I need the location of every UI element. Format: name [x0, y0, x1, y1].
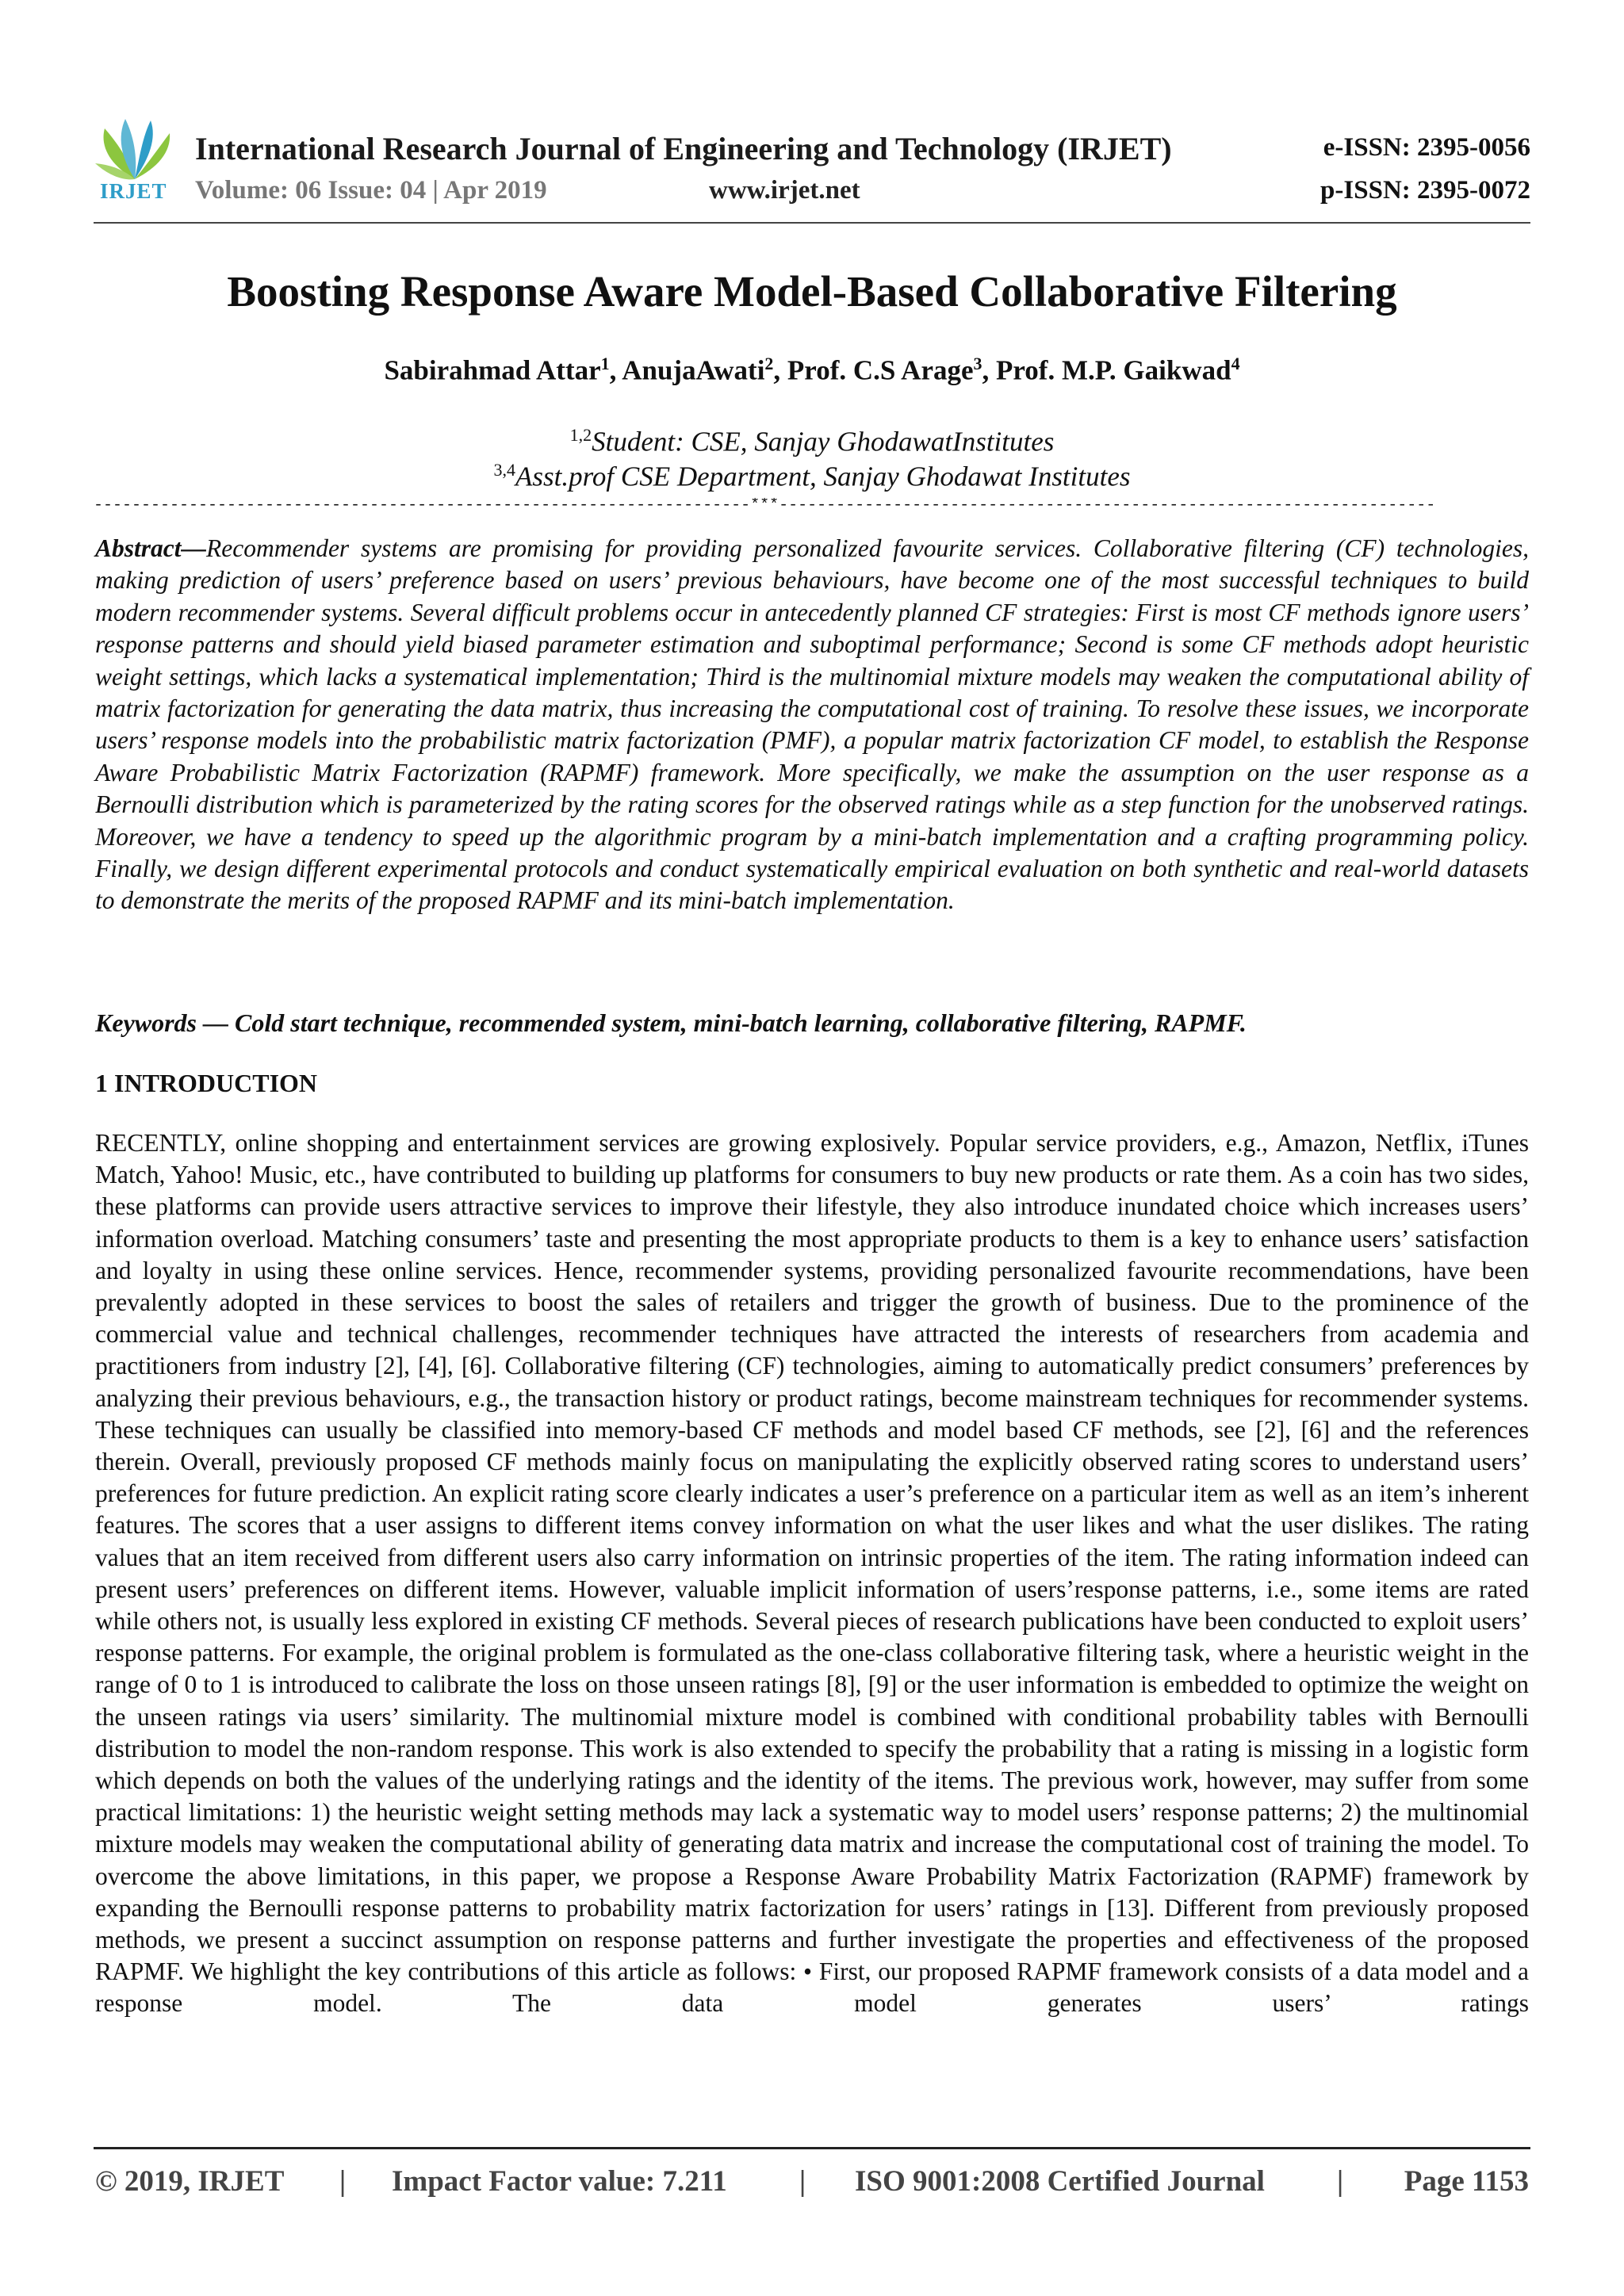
journal-website-link[interactable]: www.irjet.net — [709, 176, 860, 205]
abstract-label: Abstract— — [95, 534, 207, 562]
footer-impact-factor: Impact Factor value: 7.211 — [392, 2165, 727, 2198]
abstract-text: Recommender systems are promising for providing personalized favourite services. Collaborative filtering (CF) technologies, making prediction of users’ preference based on users’ previous behaviours, have become one of the most successful techniques to build modern recommender systems. Several difficult problems occur in antecedently planned CF strategies: First is most CF methods ignore users’ response patterns and should yield biased parameter estimation and suboptimal performance; Second is some CF methods adopt heuristic weight settings, which lacks a systematical implementation; Third is the multinomial mixture models may weaken the computational ability of matrix factorization for generating the data matrix, thus increasing the computational cost of training. To resolve these issues, we incorporate users’ response models into the probabilistic matrix factorization (PMF), a popular matrix factorization CF model, to establish the Response Aware Probabilistic Matrix Factorization (RAPMF) framework. More specifically, we make the assumption on the user response as a Bernoulli distribution which is parameterized by the rating scores for the observed ratings while as a step function for the unobserved ratings. Moreover, we have a tendency to speed up the algorithmic program by a mini-batch implementation and a crafting programming policy. Finally, we design different experimental protocols and conduct systematically empirical evaluation on both synthetic and real-world datasets to demonstrate the merits of the proposed RAPMF and its mini-batch implementation. — [95, 534, 1529, 915]
affiliation-mark: 3,4 — [493, 460, 515, 480]
affiliation-2 — [94, 460, 1530, 493]
footer-page-number: Page 1153 — [1404, 2165, 1529, 2198]
affiliation-1 — [94, 425, 1530, 458]
affiliation-mark: 1,2 — [569, 425, 592, 445]
affiliation-text: Asst.prof CSE Department, Sanjay Ghodawat Institutes — [515, 461, 1131, 492]
footer-separator: | — [1337, 2165, 1344, 2198]
e-issn: e-ISSN: 2395-0056 — [1323, 133, 1530, 162]
logo-text: IRJET — [100, 179, 167, 203]
keywords: Keywords — Cold start technique, recommended system, mini-batch learning, collaborative filtering, RAPMF. — [95, 1008, 1247, 1037]
introduction-body: RECENTLY, online shopping and entertainment services are growing explosively. Popular service providers, e.g., Amazon, Netflix, iTunes Match, Yahoo! Music, etc., have contributed to building up platforms for consumers to buy new products or rate them. As a coin has two sides, these platforms can provide users attractive services to improve their lifestyle, they also introduce inundated choice which increases users’ information overload. Matching consumers’ taste and presenting the most appropriate products to them is a key to enhance users’ satisfaction and loyalty in using these online services. Hence, recommender systems, providing personalized favourite recommendations, have been prevalently adopted in these services to boost the sales of retailers and trigger the growth of business. Due to the prominence of the commercial value and technical challenges, recommender techniques have attracted the interests of researchers from academia and practitioners from industry [2], [4], [6]. Collaborative filtering (CF) technologies, aiming to automatically predict consumers’ preferences by analyzing their previous behaviours, e.g., the transaction history or product ratings, become mainstream techniques for recommender systems. These techniques can usually be classified into memory-based CF methods and model based CF methods, see [2], [6] and the references therein. Overall, previously proposed CF methods mainly focus on manipulating the explicitly observed rating scores to understand users’ preferences for future prediction. An explicit rating score clearly indicates a user’s preference on a particular item as well as an item’s inherent features. The scores that a user assigns to different items convey information on what the user likes and what the user dislikes. The rating values that an item received from different users also carry information on intrinsic properties of the item. The rating information indeed can present users’ preferences on different items. However, valuable implicit information of users’response patterns, i.e., some items are rated while others not, is usually less explored in existing CF methods. Several pieces of research publications have been conducted to exploit users’ response patterns. For example, the original problem is formulated as the one-class collaborative filtering task, where a heuristic weight in the range of 0 to 1 is introduced to calibrate the loss on those unseen ratings [8], [9] or the user information is embedded to optimize the weight on the unseen ratings via users’ similarity. The multinomial mixture model is combined with conditional probability tables with Bernoulli distribution to model the non-random response. This work is also extended to specify the probability that a rating is missing in a logistic form which depends on both the values of the underlying ratings and the identity of the items. The previous work, however, may suffer from some practical limitations: 1) the heuristic weight setting methods may lack a systematic way to model users’ response patterns; 2) the multinomial mixture models may weaken the computational ability of generating data matrix and increase the computational cost of training the model. To overcome the above limitations, in this paper, we propose a Response Aware Probability Matrix Factorization (RAPMF) framework by expanding the Bernoulli response patterns to probability matrix factorization for users’ ratings in [13]. Different from previously proposed methods, we present a succinct assumption on response patterns and further investigate the properties and effectiveness of the proposed RAPMF. We highlight the key contributions of this article as follows: • First, our proposed RAPMF framework consists of a data model and a response model. The data model generates users’ ratings — [95, 1129, 1529, 2018]
irjet-logo-leaves-icon — [94, 117, 176, 181]
footer-separator: | — [339, 2165, 347, 2198]
footer-copyright: © 2019, IRJET — [95, 2165, 285, 2198]
section-divider: ---------------------------------------------------------------------***--------------------------------------------------------------------- — [94, 498, 1436, 514]
author-affiliation-mark: 4 — [1231, 354, 1240, 373]
abstract — [95, 533, 1529, 917]
volume-issue: Volume: 06 Issue: 04 | Apr 2019 — [195, 176, 547, 205]
author-name: , Prof. M.P. Gaikwad — [982, 354, 1231, 386]
affiliation-text: Student: CSE, Sanjay GhodawatInstitutes — [592, 426, 1055, 457]
header-rule — [94, 222, 1530, 224]
footer-iso-certification: ISO 9001:2008 Certified Journal — [855, 2165, 1265, 2198]
author-name: , AnujaAwati — [609, 354, 765, 386]
irjet-logo — [94, 117, 176, 211]
journal-header — [94, 117, 1530, 212]
author-affiliation-mark: 3 — [973, 354, 982, 373]
page-footer — [95, 2164, 1529, 2212]
author-name: Sabirahmad Attar — [384, 354, 601, 386]
p-issn: p-ISSN: 2395-0072 — [1320, 176, 1530, 205]
author-affiliation-mark: 2 — [764, 354, 774, 373]
footer-rule — [94, 2147, 1530, 2149]
author-list — [94, 354, 1530, 387]
paper-title: Boosting Response Aware Model-Based Collaborative Filtering — [227, 267, 1397, 316]
author-name: , Prof. C.S Arage — [773, 354, 974, 386]
journal-title: International Research Journal of Engineering and Technology (IRJET) — [195, 131, 1172, 166]
author-affiliation-mark: 1 — [600, 354, 610, 373]
section-heading-introduction: 1 INTRODUCTION — [95, 1069, 318, 1097]
footer-separator: | — [799, 2165, 806, 2198]
